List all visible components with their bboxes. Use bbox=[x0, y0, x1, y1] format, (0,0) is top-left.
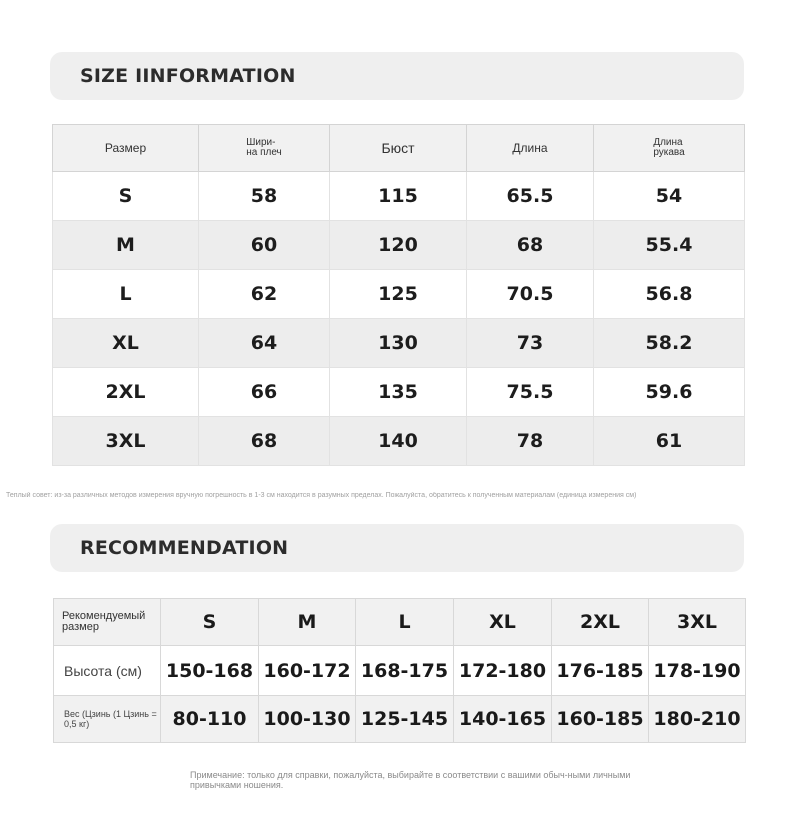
table-row bbox=[53, 172, 745, 221]
cell-size: S bbox=[53, 172, 199, 221]
rec-weight-cell: 100-130 bbox=[259, 696, 356, 743]
rec-size-2xl: 2XL bbox=[552, 599, 649, 646]
cell-length: 78 bbox=[467, 417, 594, 466]
header-shoulder-width bbox=[199, 125, 330, 172]
cell-bust: 120 bbox=[330, 221, 467, 270]
cell-bust: 125 bbox=[330, 270, 467, 319]
rec-height-label: Высота (см) bbox=[54, 646, 161, 696]
header-sleeve-length bbox=[594, 125, 745, 172]
header-shoulder-width-text: Шири- на плеч bbox=[246, 137, 282, 158]
rec-weight-row bbox=[54, 696, 746, 743]
rec-size-3xl: 3XL bbox=[649, 599, 746, 646]
cell-length: 65.5 bbox=[467, 172, 594, 221]
rec-size-m: M bbox=[259, 599, 356, 646]
rec-height-cell: 172-180 bbox=[454, 646, 552, 696]
cell-size: XL bbox=[53, 319, 199, 368]
size-info-banner bbox=[50, 52, 744, 100]
table-row bbox=[53, 417, 745, 466]
size-info-title: SIZE IINFORMATION bbox=[80, 65, 296, 87]
cell-length: 75.5 bbox=[467, 368, 594, 417]
cell-sleeve: 54 bbox=[594, 172, 745, 221]
rec-size-xl: XL bbox=[454, 599, 552, 646]
table-row bbox=[53, 368, 745, 417]
header-size: Размер bbox=[53, 125, 199, 172]
header-sleeve-length-text: Длина рукава bbox=[653, 137, 685, 158]
rec-height-cell: 178-190 bbox=[649, 646, 746, 696]
cell-sleeve: 58.2 bbox=[594, 319, 745, 368]
recommendation-table bbox=[53, 598, 746, 743]
size-table-header bbox=[53, 125, 745, 172]
cell-size: M bbox=[53, 221, 199, 270]
cell-shoulder: 68 bbox=[199, 417, 330, 466]
rec-height-cell: 168-175 bbox=[356, 646, 454, 696]
cell-bust: 135 bbox=[330, 368, 467, 417]
cell-size: 3XL bbox=[53, 417, 199, 466]
cell-bust: 130 bbox=[330, 319, 467, 368]
cell-size: 2XL bbox=[53, 368, 199, 417]
cell-sleeve: 56.8 bbox=[594, 270, 745, 319]
rec-weight-cell: 160-185 bbox=[552, 696, 649, 743]
reference-note: Примечание: только для справки, пожалуйста, выбирайте в соответствии с вашими обыч-ными личными привычками ношения. bbox=[190, 770, 631, 790]
rec-header-row bbox=[54, 599, 746, 646]
rec-height-cell: 160-172 bbox=[259, 646, 356, 696]
cell-shoulder: 62 bbox=[199, 270, 330, 319]
measurement-note: Теплый совет: из-за различных методов измерения вручную погрешность в 1-3 см находится в разумных пределах. Пожалуйста, обратитесь к полученным материалам (единица измерения см) bbox=[6, 492, 637, 499]
cell-length: 73 bbox=[467, 319, 594, 368]
rec-weight-label: Вес (Цзинь (1 Цзинь = 0,5 кг) bbox=[54, 696, 161, 743]
table-row bbox=[53, 319, 745, 368]
rec-size-s: S bbox=[161, 599, 259, 646]
cell-bust: 115 bbox=[330, 172, 467, 221]
cell-sleeve: 61 bbox=[594, 417, 745, 466]
rec-height-cell: 150-168 bbox=[161, 646, 259, 696]
cell-length: 70.5 bbox=[467, 270, 594, 319]
rec-weight-cell: 125-145 bbox=[356, 696, 454, 743]
cell-length: 68 bbox=[467, 221, 594, 270]
cell-shoulder: 58 bbox=[199, 172, 330, 221]
cell-shoulder: 60 bbox=[199, 221, 330, 270]
cell-shoulder: 66 bbox=[199, 368, 330, 417]
table-row bbox=[53, 270, 745, 319]
rec-height-row bbox=[54, 646, 746, 696]
rec-weight-cell: 180-210 bbox=[649, 696, 746, 743]
recommendation-title: RECOMMENDATION bbox=[80, 537, 289, 559]
header-length: Длина bbox=[467, 125, 594, 172]
cell-shoulder: 64 bbox=[199, 319, 330, 368]
rec-size-l: L bbox=[356, 599, 454, 646]
rec-header-label: Рекомендуемый размер bbox=[54, 599, 161, 646]
rec-weight-cell: 140-165 bbox=[454, 696, 552, 743]
header-bust: Бюст bbox=[330, 125, 467, 172]
cell-bust: 140 bbox=[330, 417, 467, 466]
cell-sleeve: 55.4 bbox=[594, 221, 745, 270]
recommendation-banner bbox=[50, 524, 744, 572]
table-row bbox=[53, 221, 745, 270]
size-table bbox=[52, 124, 745, 466]
cell-size: L bbox=[53, 270, 199, 319]
rec-height-cell: 176-185 bbox=[552, 646, 649, 696]
cell-sleeve: 59.6 bbox=[594, 368, 745, 417]
rec-weight-cell: 80-110 bbox=[161, 696, 259, 743]
